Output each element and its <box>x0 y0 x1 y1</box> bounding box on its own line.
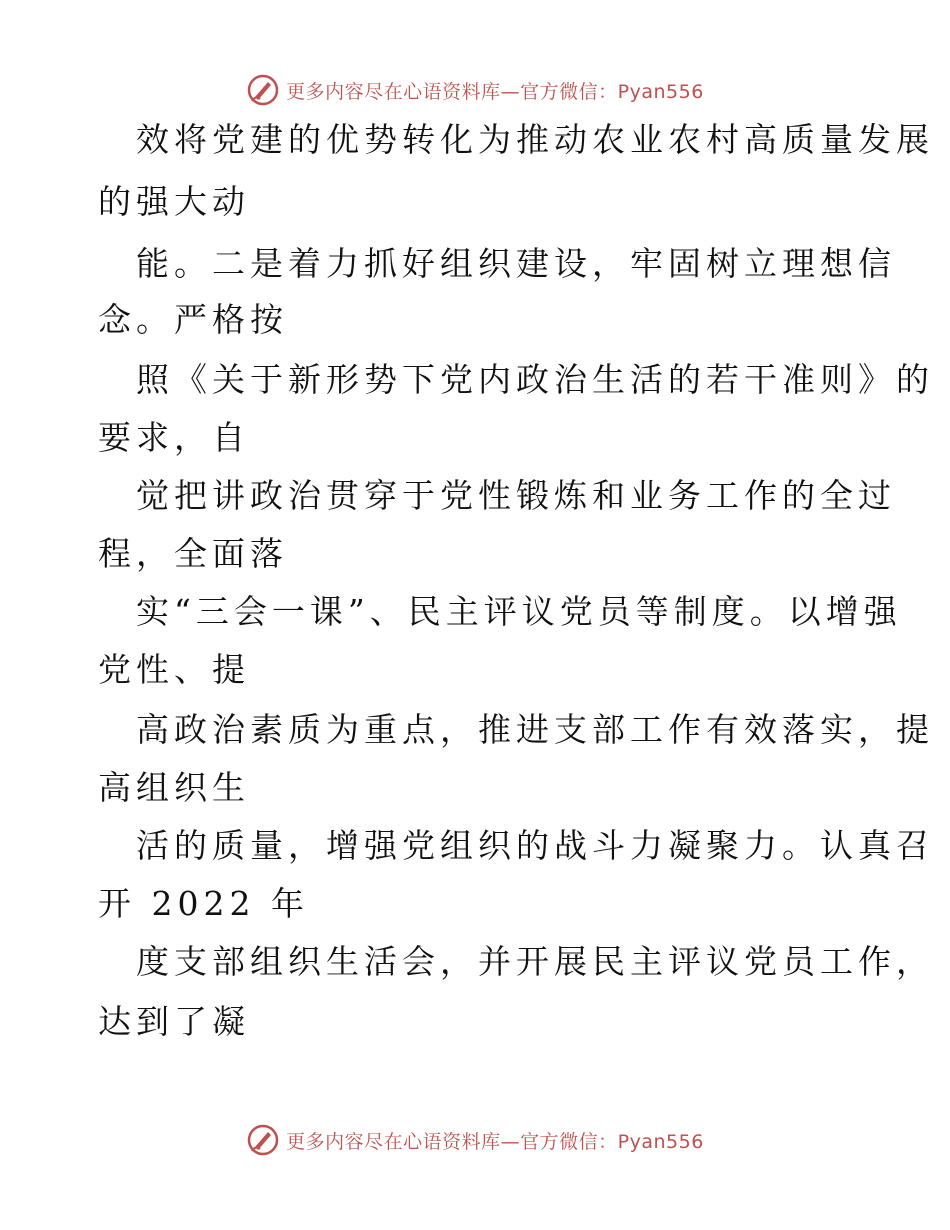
body-line: 达到了凝 <box>98 1002 250 1041</box>
pen-seal-logo-icon <box>246 1123 280 1157</box>
watermark-text: 更多内容尽在心语资料库—官方微信：Pyan556 <box>286 1130 704 1153</box>
body-line: 党性、提 <box>98 650 250 689</box>
body-line: 念。严格按 <box>98 300 288 339</box>
body-line: 能。二是着力抓好组织建设，牢固树立理想信 <box>136 244 896 283</box>
header-watermark <box>0 70 950 110</box>
body-line: 开 2022 年 <box>98 884 309 923</box>
body-line: 实“三会一课”、民主评议党员等制度。以增强 <box>136 592 902 631</box>
body-line: 度支部组织生活会，并开展民主评议党员工作， <box>136 942 934 981</box>
body-line: 高政治素质为重点，推进支部工作有效落实，提 <box>136 710 934 749</box>
body-line: 照《关于新形势下党内政治生活的若干准则》的 <box>136 360 934 399</box>
watermark-text: 更多内容尽在心语资料库—官方微信：Pyan556 <box>286 80 704 103</box>
body-line: 觉把讲政治贯穿于党性锻炼和业务工作的全过 <box>136 476 896 515</box>
body-line: 要求，自 <box>98 418 250 457</box>
body-line: 高组织生 <box>98 768 250 807</box>
footer-watermark <box>0 1120 950 1160</box>
body-line: 的强大动 <box>98 182 250 221</box>
pen-seal-logo-icon <box>246 73 280 107</box>
body-line: 效将党建的优势转化为推动农业农村高质量发展 <box>136 120 934 159</box>
body-line: 活的质量，增强党组织的战斗力凝聚力。认真召 <box>136 826 934 865</box>
body-line: 程，全面落 <box>98 534 288 573</box>
